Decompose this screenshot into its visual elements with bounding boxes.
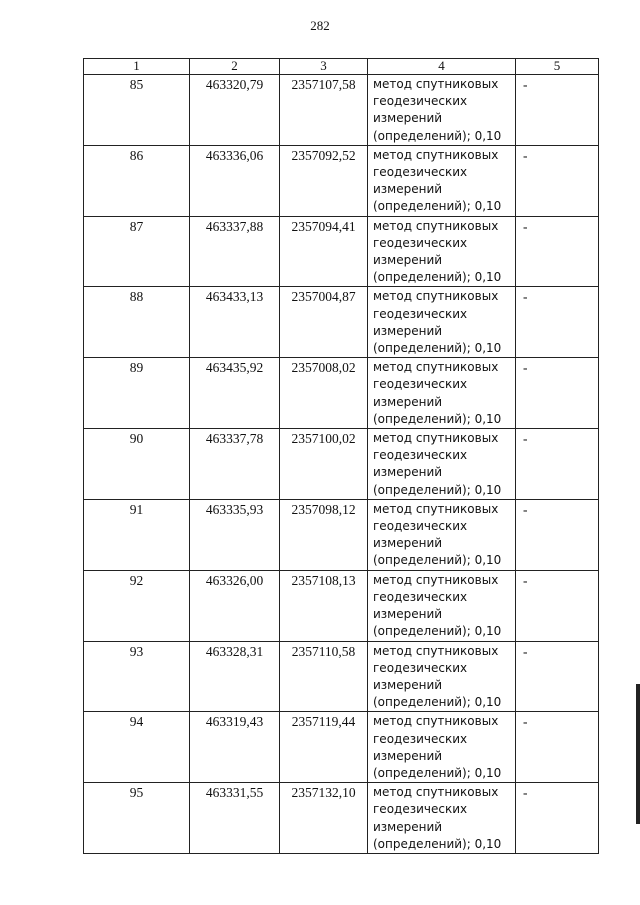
point-number-cell: 87: [84, 216, 190, 287]
page-edge-mark: [636, 684, 640, 824]
method-line: метод спутниковых: [373, 289, 499, 304]
x-coordinate-cell: 463337,78: [190, 429, 280, 500]
method-cell: [368, 712, 516, 783]
table-header-row: [84, 59, 599, 75]
table-row: [84, 783, 599, 854]
x-coordinate-cell: 463337,88: [190, 216, 280, 287]
method-line: (определений); 0,10: [373, 128, 502, 143]
table-row: [84, 499, 599, 570]
y-coordinate-cell: 2357098,12: [280, 499, 368, 570]
column-header-3: 3: [280, 59, 368, 75]
method-cell: [368, 145, 516, 216]
method-line: геодезических: [373, 731, 468, 746]
method-line: геодезических: [373, 660, 468, 675]
method-line: (определений); 0,10: [373, 695, 502, 710]
x-coordinate-cell: 463326,00: [190, 570, 280, 641]
method-line: метод спутниковых: [373, 501, 499, 516]
method-cell: [368, 499, 516, 570]
method-line: измерений: [373, 394, 443, 409]
method-line: метод спутниковых: [373, 785, 499, 800]
y-coordinate-cell: 2357094,41: [280, 216, 368, 287]
method-cell: [368, 429, 516, 500]
method-line: геодезических: [373, 306, 468, 321]
y-coordinate-cell: 2357132,10: [280, 783, 368, 854]
method-line: метод спутниковых: [373, 643, 499, 658]
column-header-4: 4: [368, 59, 516, 75]
method-line: измерений: [373, 465, 443, 480]
method-line: метод спутниковых: [373, 714, 499, 729]
method-line: измерений: [373, 607, 443, 622]
y-coordinate-cell: 2357119,44: [280, 712, 368, 783]
method-line: метод спутниковых: [373, 147, 499, 162]
method-line: метод спутниковых: [373, 218, 499, 233]
method-line: измерений: [373, 677, 443, 692]
method-cell: [368, 570, 516, 641]
note-cell: -: [516, 783, 599, 854]
method-line: (определений); 0,10: [373, 199, 502, 214]
method-cell: [368, 287, 516, 358]
method-line: геодезических: [373, 165, 468, 180]
point-number-cell: 92: [84, 570, 190, 641]
point-number-cell: 90: [84, 429, 190, 500]
point-number-cell: 88: [84, 287, 190, 358]
note-cell: -: [516, 358, 599, 429]
table-row: [84, 287, 599, 358]
y-coordinate-cell: 2357092,52: [280, 145, 368, 216]
y-coordinate-cell: 2357110,58: [280, 641, 368, 712]
x-coordinate-cell: 463433,13: [190, 287, 280, 358]
method-line: измерений: [373, 536, 443, 551]
method-line: измерений: [373, 182, 443, 197]
method-line: (определений); 0,10: [373, 482, 502, 497]
note-cell: -: [516, 712, 599, 783]
method-line: метод спутниковых: [373, 431, 499, 446]
method-line: измерений: [373, 748, 443, 763]
method-line: (определений); 0,10: [373, 553, 502, 568]
method-line: геодезических: [373, 235, 468, 250]
method-line: (определений); 0,10: [373, 836, 502, 851]
method-line: измерений: [373, 111, 443, 126]
method-line: измерений: [373, 253, 443, 268]
method-line: (определений); 0,10: [373, 411, 502, 426]
x-coordinate-cell: 463331,55: [190, 783, 280, 854]
method-line: (определений); 0,10: [373, 341, 502, 356]
method-line: геодезических: [373, 448, 468, 463]
method-line: геодезических: [373, 377, 468, 392]
method-line: метод спутниковых: [373, 572, 499, 587]
method-line: метод спутниковых: [373, 360, 499, 375]
x-coordinate-cell: 463319,43: [190, 712, 280, 783]
point-number-cell: 85: [84, 75, 190, 146]
method-cell: [368, 358, 516, 429]
note-cell: -: [516, 75, 599, 146]
x-coordinate-cell: 463335,93: [190, 499, 280, 570]
table-row: [84, 429, 599, 500]
table-body: [84, 75, 599, 854]
table-row: [84, 712, 599, 783]
note-cell: -: [516, 145, 599, 216]
method-line: (определений); 0,10: [373, 270, 502, 285]
column-header-5: 5: [516, 59, 599, 75]
point-number-cell: 89: [84, 358, 190, 429]
method-cell: [368, 216, 516, 287]
point-number-cell: 91: [84, 499, 190, 570]
y-coordinate-cell: 2357107,58: [280, 75, 368, 146]
table-row: [84, 75, 599, 146]
y-coordinate-cell: 2357100,02: [280, 429, 368, 500]
method-line: геодезических: [373, 589, 468, 604]
table-row: [84, 216, 599, 287]
method-line: измерений: [373, 819, 443, 834]
note-cell: -: [516, 570, 599, 641]
x-coordinate-cell: 463435,92: [190, 358, 280, 429]
page-number: 282: [310, 18, 330, 33]
method-cell: [368, 783, 516, 854]
point-number-cell: 86: [84, 145, 190, 216]
table-row: [84, 145, 599, 216]
coordinates-table: [83, 58, 599, 854]
note-cell: -: [516, 499, 599, 570]
note-cell: -: [516, 287, 599, 358]
column-header-1: 1: [84, 59, 190, 75]
point-number-cell: 93: [84, 641, 190, 712]
method-cell: [368, 641, 516, 712]
point-number-cell: 95: [84, 783, 190, 854]
y-coordinate-cell: 2357004,87: [280, 287, 368, 358]
y-coordinate-cell: 2357108,13: [280, 570, 368, 641]
method-line: (определений); 0,10: [373, 624, 502, 639]
x-coordinate-cell: 463336,06: [190, 145, 280, 216]
method-line: геодезических: [373, 519, 468, 534]
method-line: (определений); 0,10: [373, 765, 502, 780]
table-row: [84, 641, 599, 712]
note-cell: -: [516, 429, 599, 500]
x-coordinate-cell: 463320,79: [190, 75, 280, 146]
method-line: измерений: [373, 323, 443, 338]
x-coordinate-cell: 463328,31: [190, 641, 280, 712]
table-row: [84, 358, 599, 429]
method-cell: [368, 75, 516, 146]
point-number-cell: 94: [84, 712, 190, 783]
method-line: метод спутниковых: [373, 77, 499, 91]
column-header-2: 2: [190, 59, 280, 75]
note-cell: -: [516, 216, 599, 287]
table-row: [84, 570, 599, 641]
note-cell: -: [516, 641, 599, 712]
method-line: геодезических: [373, 94, 468, 109]
method-line: геодезических: [373, 802, 468, 817]
y-coordinate-cell: 2357008,02: [280, 358, 368, 429]
